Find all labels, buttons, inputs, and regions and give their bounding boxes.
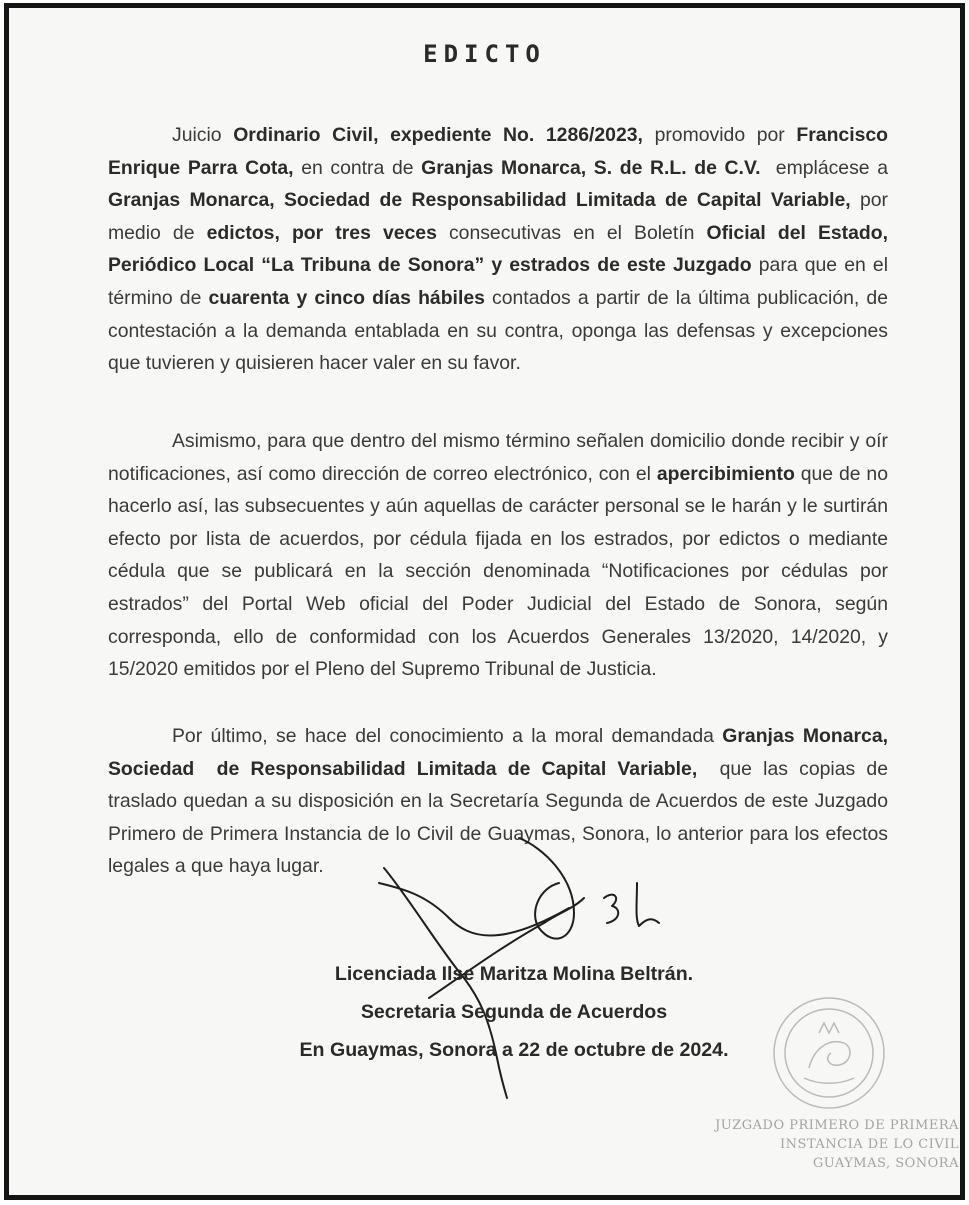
publication-venues: Oficial del Estado, Periódico Local “La Tribuna de Sonora” y estrados de este Juzgado — [108, 221, 888, 277]
official-seal-icon — [769, 993, 889, 1113]
deadline: cuarenta y cinco días hábiles — [208, 286, 485, 309]
defendant-full-name: Granjas Monarca, Sociedad de Responsabilidad Limitada de Capital Variable, — [108, 725, 894, 780]
stamp-line: GUAYMAS, SONORA — [812, 1156, 959, 1171]
publication-method: edictos, por tres veces — [206, 221, 437, 244]
stamp-line: INSTANCIA DE LO CIVIL — [780, 1137, 959, 1152]
defendant-full-name: Granjas Monarca, Sociedad de Responsabilidad Limitada de Capital Variable, — [108, 189, 851, 212]
stamp-line: JUZGADO PRIMERO DE PRIMERA — [715, 1118, 959, 1133]
text-fragment: emplácese a — [760, 156, 894, 179]
paragraph-notifications — [108, 425, 888, 686]
document-title: EDICTO — [423, 40, 546, 68]
text-fragment: promovido por — [642, 124, 797, 146]
signer-name: Licenciada Ilse Maritza Molina Beltrán. — [334, 963, 694, 985]
text-fragment: Por último, se hace del conocimiento a la moral demandada — [172, 725, 723, 747]
text-fragment: en contra de — [293, 156, 422, 179]
text-fragment: por medio de — [108, 189, 888, 244]
paragraph-summons — [108, 119, 894, 380]
plaintiff-name: Francisco Enrique Parra Cota, — [108, 124, 888, 179]
text-fragment: Juicio — [172, 124, 234, 146]
court-stamp — [709, 1116, 965, 1173]
text-fragment: consecutivas en el Boletín — [436, 221, 707, 244]
text-fragment: para que en el término de — [108, 254, 889, 309]
edict-document — [4, 3, 965, 1200]
case-reference: Ordinario Civil, expediente No. 1286/2023, — [233, 124, 643, 146]
place-and-date: En Guaymas, Sonora a 22 de octubre de 2024. — [299, 1039, 729, 1061]
warning-term: apercibimiento — [656, 462, 795, 485]
text-fragment: Asimismo, para que dentro del mismo término señalen domicilio donde recibir y oír notificaciones, así como dirección de correo electrónico, con el — [108, 430, 888, 485]
paragraph-final — [108, 720, 894, 883]
text-fragment: que de no hacerlo así, las subsecuentes y aún aquellas de carácter personal se le harán y le surtirán efecto por lista de acuerdos, por cédula fijada en los estrados, por edictos o mediante cédula que se publicará en la sección denominada “Notificaciones por cédulas por estrados” del Portal Web oficial del Poder Judicial del Estado de Sonora, según corresponda, ello de conformidad con los Acuerdos Generales 13/2020, 14/2020, y 15/2020 emitidos por el Pleno del Supremo Tribunal de Justicia. — [108, 462, 888, 681]
defendant-short-name: Granjas Monarca, S. de R.L. de C.V. — [421, 156, 761, 179]
text-fragment: que las copias de traslado quedan a su disposición en la Secretaría Segunda de Acuerdos de este Juzgado Primero de Primera Instancia de lo Civil de Guaymas, Sonora, lo anterior para los efectos legales a que haya lugar. — [108, 757, 894, 878]
signature-block — [249, 955, 779, 1069]
signer-position: Secretaria Segunda de Acuerdos — [360, 1001, 668, 1023]
text-fragment: contados a partir de la última publicación, de contestación a la demanda entablada en su contra, oponga las defensas y excepciones que tuvieren y quisieren hacer valer en su favor. — [108, 286, 888, 375]
